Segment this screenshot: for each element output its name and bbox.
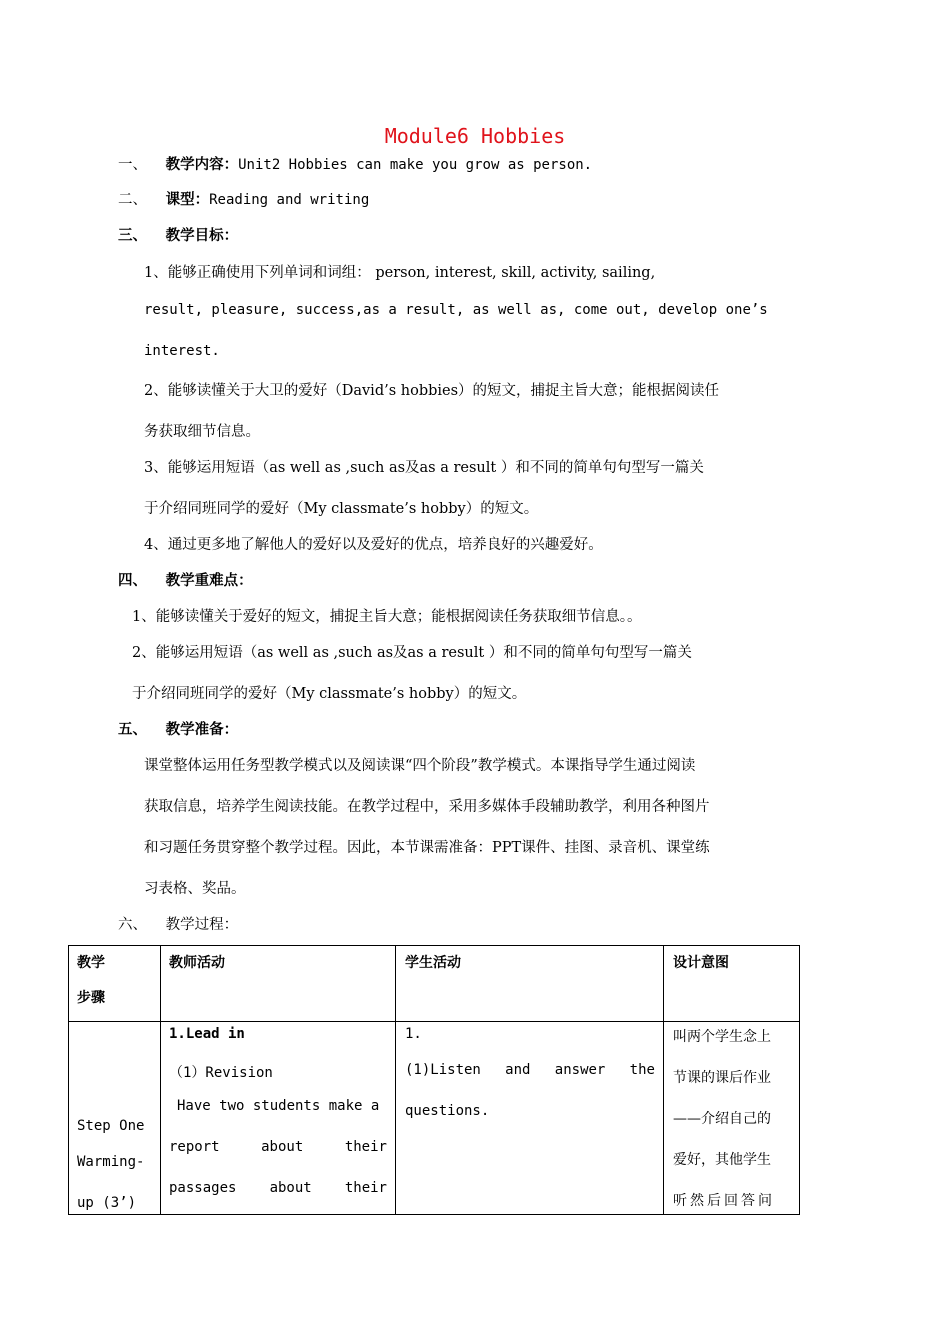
section-label: 教学过程： (165, 917, 239, 933)
section-number: 五、 (118, 721, 147, 738)
objective-line: result, pleasure, success,as a result, as well as, come out, develop one’s (144, 302, 768, 318)
section-key-points (118, 569, 253, 590)
objective-line: 1、能够正确使用下列单词和词组： person, interest, skill, activity, sailing, (144, 265, 656, 281)
intent-line: 叫两个学生念上 (673, 1029, 771, 1045)
key-point-line: 1、能够读懂关于爱好的短文，捕捉主旨大意；能根据阅读任务获取细节信息。。 (132, 609, 642, 625)
objective-line: 于介绍同班同学的爱好（My classmate’s hobby）的短文。 (144, 501, 539, 517)
student-line: questions. (405, 1103, 490, 1119)
intent-line: 听然后回答问 (673, 1193, 775, 1209)
teacher-line: （1）Revision (169, 1065, 273, 1081)
section-label: 教学重难点： (165, 572, 253, 589)
process-table (68, 945, 800, 1215)
header-student-activity: 学生活动 (405, 955, 461, 971)
teacher-line: Have two students make a (177, 1098, 380, 1114)
activity-heading: 1.Lead in (169, 1026, 245, 1042)
word: about (269, 1180, 312, 1196)
key-point-line: 2、能够运用短语（as well as ,such as及as a result ）和不同的简单句句型写一篇关 (132, 645, 692, 661)
section-text: Unit2 Hobbies can make you grow as person. (238, 157, 593, 173)
header-teacher-activity: 教师活动 (169, 955, 225, 971)
objective-line: 2、能够读懂关于大卫的爱好（David’s hobbies）的短文，捕捉主旨大意；能根据阅读任 (144, 383, 720, 399)
step-label: Step One (77, 1118, 145, 1134)
row-divider (69, 1021, 799, 1022)
section-number: 一、 (118, 157, 147, 173)
student-line (405, 1062, 655, 1078)
page-title: Module6 Hobbies (384, 124, 566, 148)
word: (1)Listen (405, 1062, 481, 1078)
word: about (261, 1139, 304, 1155)
header-design-intent: 设计意图 (673, 955, 729, 971)
preparation-line: 获取信息，培养学生阅读技能。在教学过程中，采用多媒体手段辅助教学，利用各种图片 (144, 799, 710, 815)
word: their (344, 1139, 387, 1155)
section-content (118, 153, 592, 174)
intent-line: 节课的课后作业 (673, 1070, 771, 1086)
header-step: 教学 (77, 955, 105, 971)
word: report (169, 1139, 220, 1155)
objective-line: 务获取细节信息。 (144, 424, 260, 440)
column-divider (160, 946, 161, 1214)
preparation-line: 课堂整体运用任务型教学模式以及阅读课“四个阶段”教学模式。本课指导学生通过阅读 (144, 758, 696, 774)
section-label: 教学内容： (165, 156, 239, 173)
section-number: 三、 (118, 227, 147, 244)
objective-line: interest. (144, 343, 220, 359)
objective-line: 4、通过更多地了解他人的爱好以及爱好的优点，培养良好的兴趣爱好。 (144, 537, 603, 553)
header-step: 步骤 (77, 990, 105, 1006)
step-label: up (3’) (77, 1195, 137, 1211)
objective-line: 3、能够运用短语（as well as ,such as及as a result ）和不同的简单句句型写一篇关 (144, 460, 704, 476)
word: passages (169, 1180, 237, 1196)
section-number: 二、 (118, 192, 147, 208)
section-label: 教学准备： (165, 721, 239, 738)
word: the (629, 1062, 655, 1078)
column-divider (395, 946, 396, 1214)
section-process (118, 913, 238, 934)
word: answer (554, 1062, 606, 1078)
intent-line: ——介绍自己的 (673, 1111, 771, 1127)
section-label: 教学目标： (165, 227, 239, 244)
section-preparation (118, 718, 238, 739)
section-number: 六、 (118, 917, 147, 933)
word: and (505, 1062, 531, 1078)
column-divider (663, 946, 664, 1214)
section-lesson-type (118, 188, 369, 209)
key-point-line: 于介绍同班同学的爱好（My classmate’s hobby）的短文。 (132, 686, 527, 702)
section-text: Reading and writing (209, 192, 370, 208)
preparation-line: 和习题任务贯穿整个教学过程。因此，本节课需准备：PPT课件、挂图、录音机、课堂练 (144, 840, 710, 856)
preparation-line: 习表格、奖品。 (144, 881, 246, 897)
step-label: Warming- (77, 1154, 145, 1170)
word: their (344, 1180, 387, 1196)
section-label: 课型： (165, 191, 210, 208)
teacher-line (169, 1139, 387, 1155)
teacher-line (169, 1180, 387, 1196)
student-line: 1. (405, 1026, 422, 1042)
section-number: 四、 (118, 572, 147, 589)
intent-line: 爱好，其他学生 (673, 1152, 771, 1168)
section-objectives (118, 224, 238, 245)
